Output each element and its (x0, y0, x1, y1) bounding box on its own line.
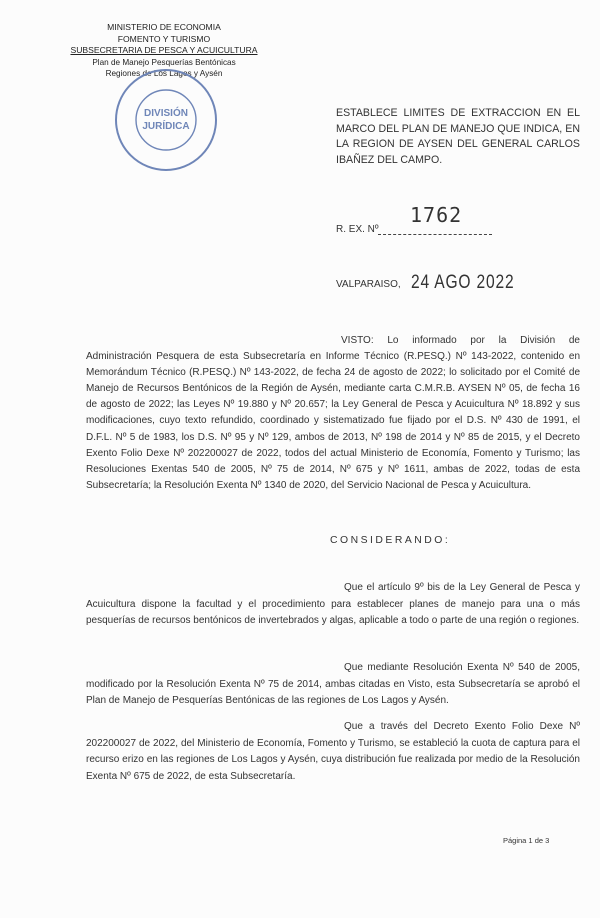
resolution-label: R. EX. Nº (336, 224, 379, 235)
visto-paragraph: VISTO: Lo informado por la División de Administración Pesquera de esta Subsecretaría en Informe Técnico (R.PESQ.) Nº 143-2022, contenido en Memorándum Técnico (R.PESQ.) Nº 143-2022, de fecha 24 de agosto de 2022; lo solicitado por el Comité de Manejo de Recursos Bentónicos de la Región de Aysén, mediante carta C.M.R.B. AYSEN Nº 05, de fecha 16 de agosto de 2022; las Leyes Nº 19.880 y Nº 20.657; la Ley General de Pesca y Acuicultura Nº 18.892 y sus modificaciones, cuyo texto refundido, coordinado y sistematizado fue fijado por el D.S. Nº 430 de 1991, el D.F.L. Nº 5 de 1983, los D.S. Nº 95 y Nº 129, ambos de 2013, Nº 198 de 2014 y Nº 85 de 2015, y el Decreto Exento Folio Dexe Nº 202200027 de 2022, todos del actual Ministerio de Economía, Fomento y Turismo; las Resoluciones Exentas 540 de 2005, Nº 75 de 2014, Nº 675 y Nº 1611, ambas de 2022, todas de esta Subsecretaría; la Resolución Exenta Nº 1340 de 2020, del Servicio Nacional de Pesca y Acuicultura. (86, 335, 580, 491)
letterhead-plan: Plan de Manejo Pesquerías Bentónicas (92, 57, 236, 67)
stamp-line2: JURÍDICA (142, 121, 190, 132)
considerando-paragraph-3: Que a través del Decreto Exento Folio Dexe Nº 202200027 de 2022, del Ministerio de Economía, Fomento y Turismo, se estableció la cuota de captura para el recurso erizo en las regiones de Los Lagos y Aysén, cuya distribución fue realizada por medio de la Resolución Exenta Nº 675 de 2022, de esta Subsecretaría. (86, 721, 580, 782)
letterhead-ministry-sub: FOMENTO Y TURISMO (117, 33, 211, 44)
letterhead-ministry: MINISTERIO DE ECONOMIA (107, 22, 221, 32)
date-stamp: 24 AGO 2022 (411, 272, 515, 293)
resolution-number-line (378, 234, 492, 235)
stamp-line1: DIVISIÓN (144, 108, 188, 119)
considerando-paragraph-1: Que el artículo 9º bis de la Ley General de Pesca y Acuicultura dispone la facultad y el procedimiento para establecer planes de manejo para una o más pesquerías de recursos bentónicos de invertebrados y algas, aplicable a todo o parte de una región o regiones. (86, 582, 580, 627)
resolution-number: 1762 (410, 203, 463, 227)
considerando-heading: CONSIDERANDO: (330, 535, 451, 546)
place-label: VALPARAISO, (336, 279, 401, 290)
page-number: Página 1 de 3 (503, 836, 550, 845)
resolution-subject: ESTABLECE LIMITES DE EXTRACCION EN EL MARCO DEL PLAN DE MANEJO QUE INDICA, EN LA REGION DE AYSEN DEL GENERAL CARLOS IBAÑEZ DEL CAMPO. (336, 107, 580, 166)
considerando-paragraph-2: Que mediante Resolución Exenta Nº 540 de 2005, modificado por la Resolución Exenta Nº 75 de 2014, ambas citadas en Visto, esta Subsecretaría se aprobó el Plan de Manejo de Pesquerías Bentónicas de las regiones de Los Lagos y Aysén. (86, 662, 580, 707)
juridical-division-stamp (112, 66, 220, 174)
letterhead-regions: Regiones de Los Lagos y Aysén (105, 69, 223, 78)
letterhead-subsecretaria: SUBSECRETARIA DE PESCA Y ACUICULTURA (70, 45, 258, 55)
